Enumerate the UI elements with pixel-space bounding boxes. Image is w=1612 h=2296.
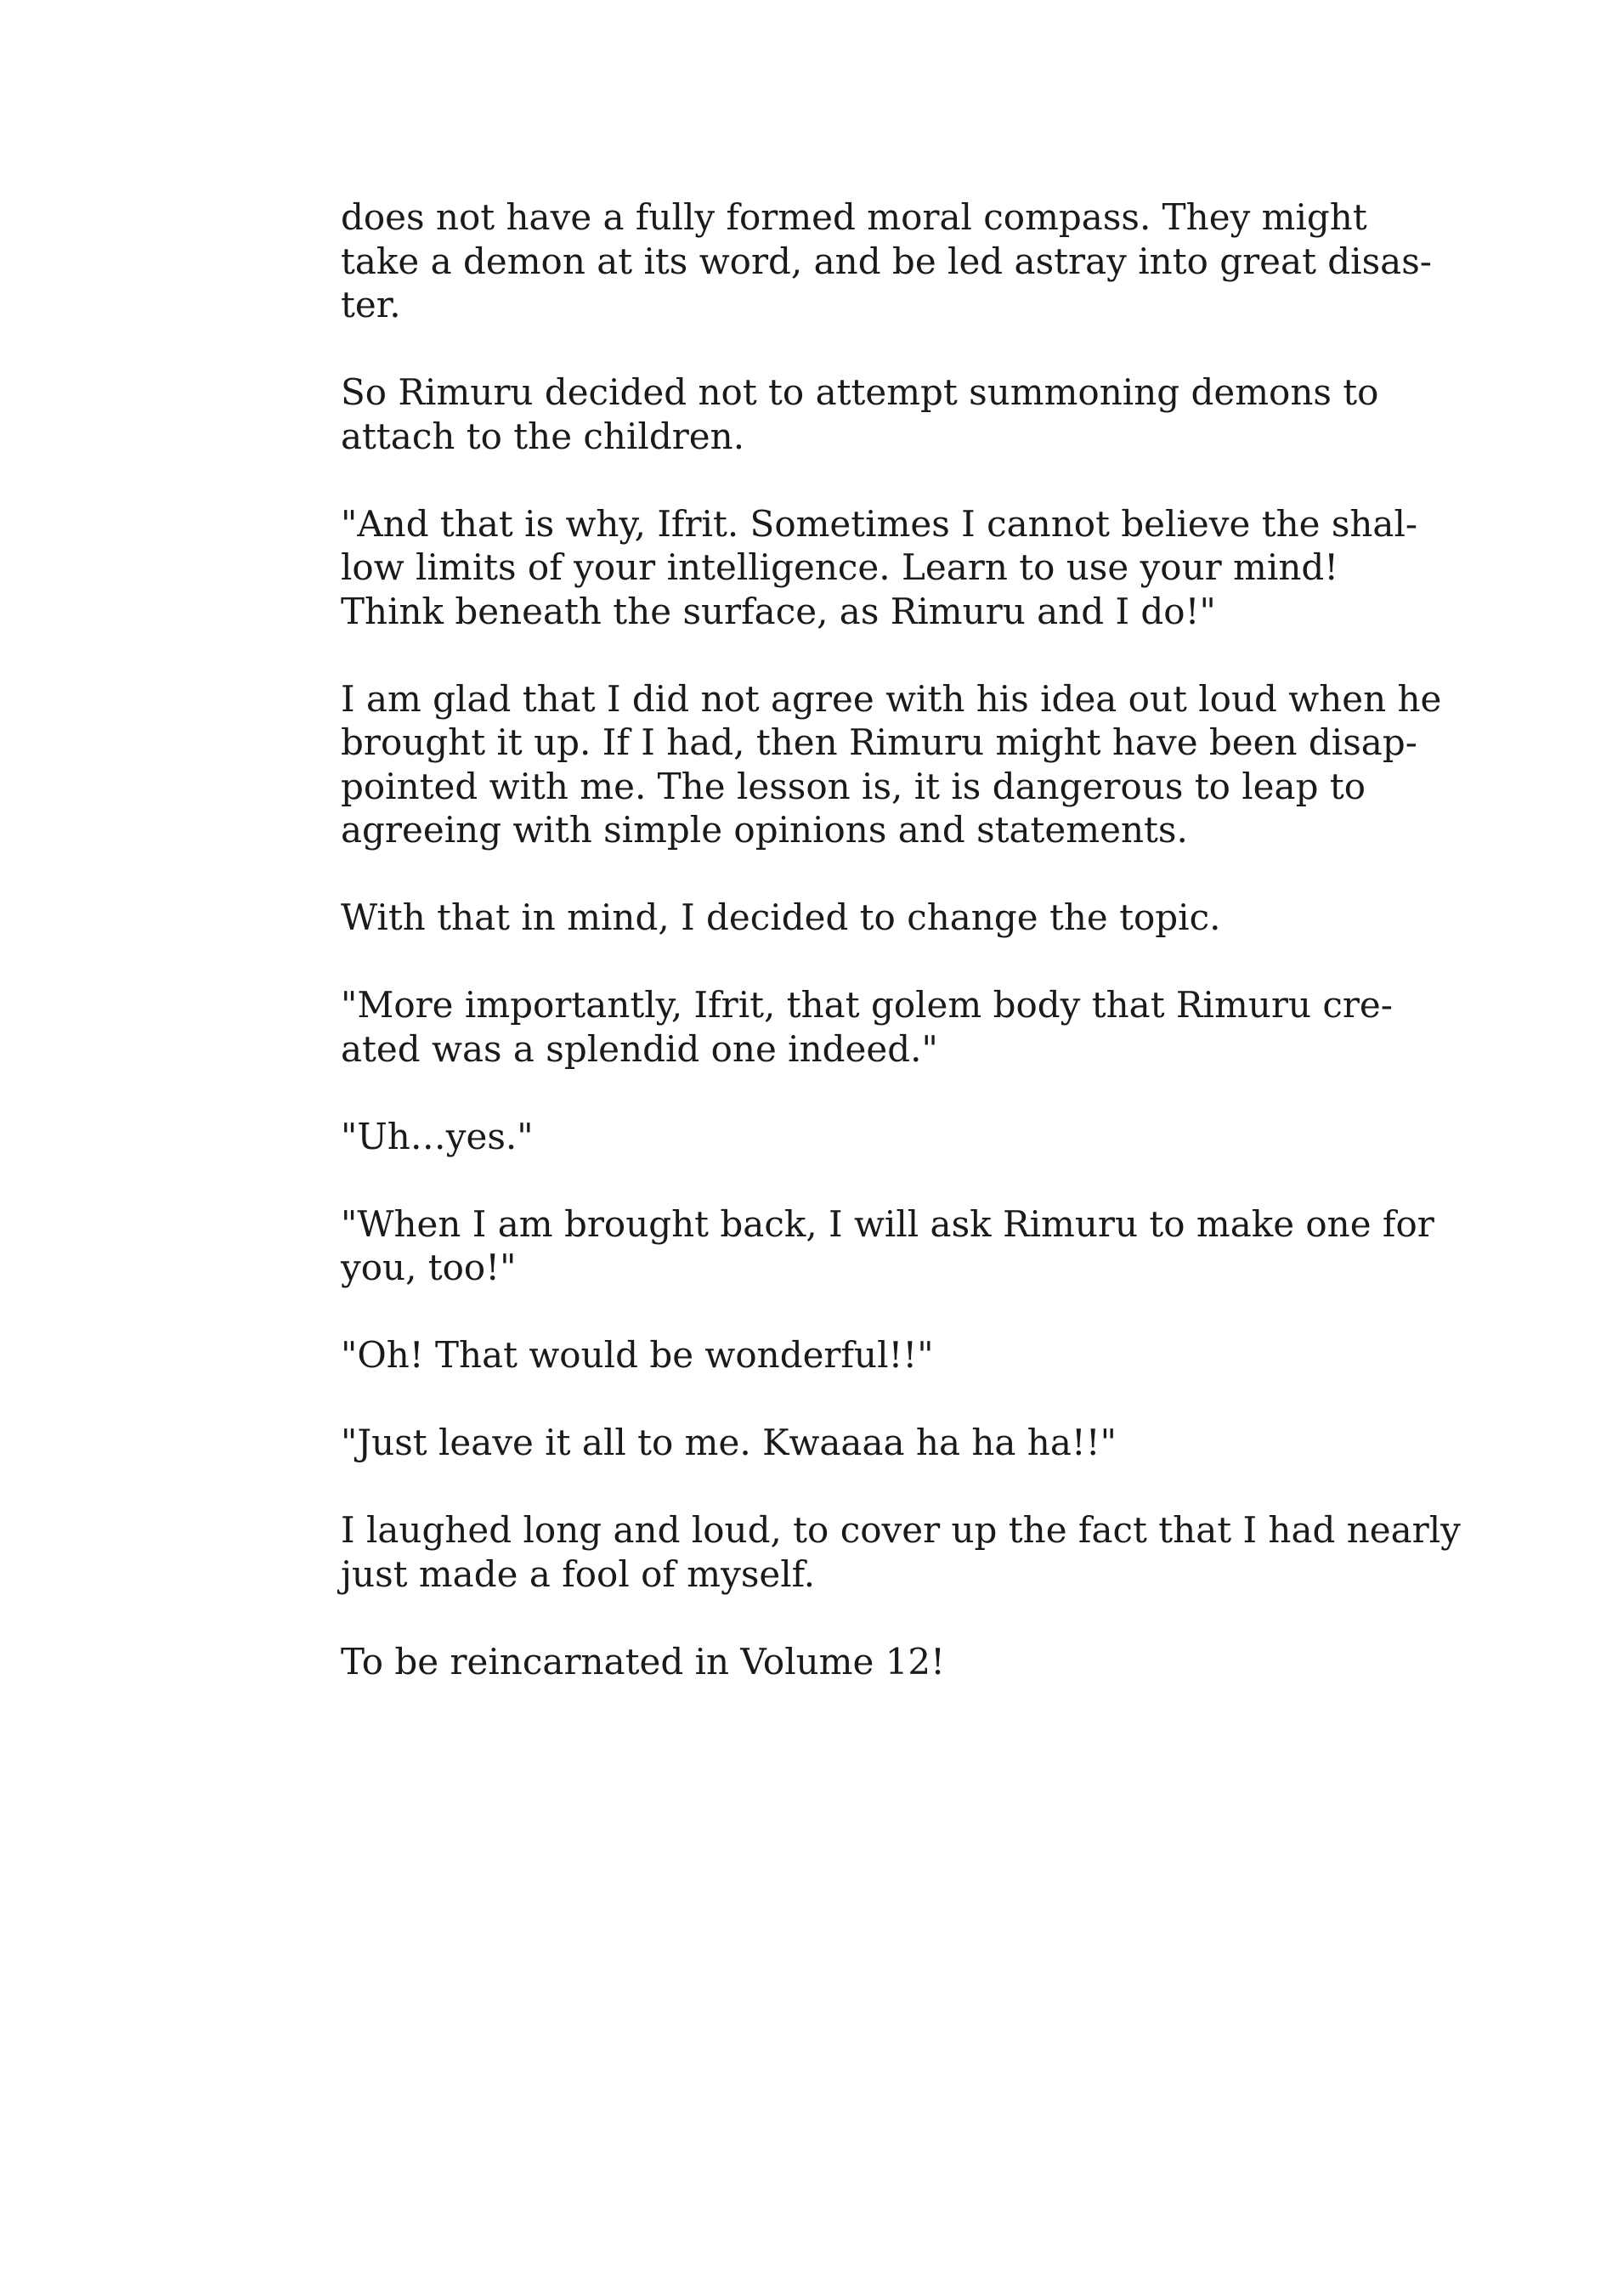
- text-line: ated was a splendid one indeed.": [341, 1027, 938, 1070]
- paragraph: [341, 677, 1442, 852]
- text-line: I laughed long and loud, to cover up the fact that I had nearly: [341, 1509, 1461, 1551]
- text-line: To be reincarnated in Volume 12!: [341, 1640, 946, 1682]
- text-line: attach to the children.: [341, 415, 745, 457]
- text-line: does not have a fully formed moral compass. They might: [341, 196, 1367, 238]
- text-line: "And that is why, Ifrit. Sometimes I cannot believe the shal-: [341, 502, 1418, 545]
- text-line: "When I am brought back, I will ask Rimuru to make one for: [341, 1202, 1434, 1245]
- text-line: "Oh! That would be wonderful!!": [341, 1334, 934, 1376]
- text-line: I am glad that I did not agree with his idea out loud when he: [341, 677, 1442, 720]
- text-line: low limits of your intelligence. Learn to use your mind!: [341, 546, 1339, 588]
- text-line: take a demon at its word, and be led astray into great disas-: [341, 240, 1432, 282]
- paragraph: [341, 983, 1393, 1071]
- paragraph: [341, 1508, 1461, 1596]
- paragraph: [341, 195, 1432, 327]
- text-line: "Just leave it all to me. Kwaaaa ha ha ha!!": [341, 1422, 1117, 1463]
- text-line: pointed with me. The lesson is, it is dangerous to leap to: [341, 765, 1366, 807]
- paragraph: [341, 1333, 1326, 1377]
- text-line: just made a fool of myself.: [341, 1552, 816, 1595]
- paragraph: [341, 1202, 1434, 1290]
- text-line: you, too!": [341, 1247, 517, 1288]
- body-text: [341, 195, 1461, 1728]
- text-line: "More importantly, Ifrit, that golem body that Rimuru cre-: [341, 984, 1393, 1026]
- paragraph: [341, 1640, 1326, 1684]
- paragraph: [341, 896, 1326, 940]
- paragraph: [341, 1115, 1326, 1159]
- text-line: With that in mind, I decided to change the topic.: [341, 896, 1221, 938]
- text-line: Think beneath the surface, as Rimuru and I do!": [341, 590, 1216, 632]
- text-line: agreeing with simple opinions and statements.: [341, 809, 1188, 851]
- paragraph: [341, 1421, 1326, 1465]
- paragraph: [341, 502, 1418, 634]
- paragraph: [341, 370, 1379, 458]
- text-line: ter.: [341, 284, 401, 325]
- text-line: brought it up. If I had, then Rimuru might have been disap-: [341, 721, 1417, 763]
- text-line: "Uh…yes.": [341, 1115, 534, 1157]
- text-line: So Rimuru decided not to attempt summoning demons to: [341, 371, 1379, 413]
